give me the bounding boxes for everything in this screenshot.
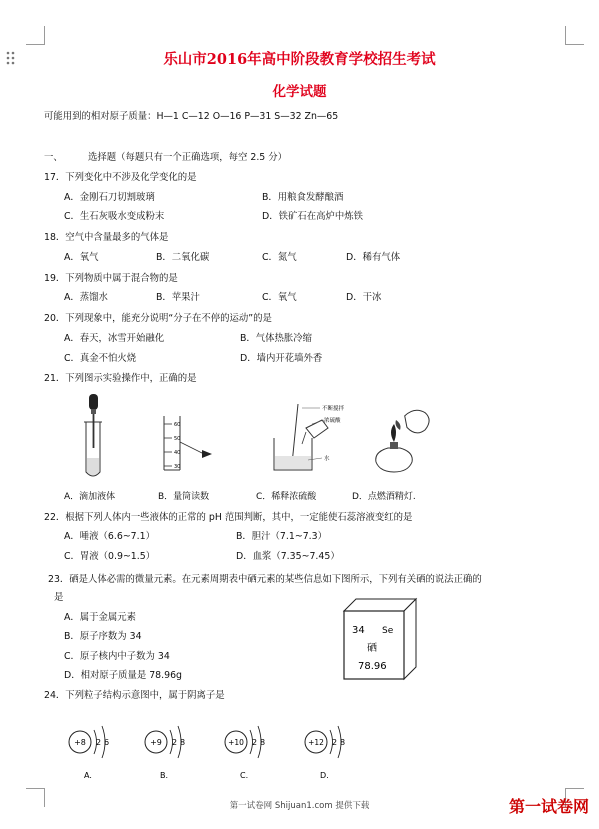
q22-option-c: C．胃液（0.9~1.5）: [64, 551, 156, 562]
q17-option-c: C．生石灰吸水变成粉末: [64, 211, 165, 222]
cylinder-tick-50: 50: [174, 436, 181, 442]
cylinder-tick-60: 60: [174, 422, 181, 428]
brand-watermark: 第一试卷网: [508, 797, 589, 816]
atom-b-nucleus: +9: [150, 738, 162, 747]
atom-c-shell-2: 8: [260, 738, 266, 747]
cylinder-tick-30: 30: [174, 464, 181, 470]
q23-option-c: C．原子核内中子数为 34: [64, 651, 170, 662]
atom-b-shell-2: 8: [180, 738, 186, 747]
q17-stem: 17．下列变化中不涉及化学变化的是: [44, 172, 197, 183]
figure-dropping-liquid: [72, 392, 122, 482]
q23-stem: 23．硒是人体必需的微量元素。在元素周期表中硒元素的某些信息如下图所示，下列有关硒的说法正确的: [48, 574, 482, 585]
element-cube-selenium: [340, 597, 420, 681]
atom-a-shell-2: 6: [104, 738, 110, 747]
q20-stem: 20．下列现象中，能充分说明“分子在不停的运动”的是: [44, 313, 272, 324]
q22-option-a: A．唾液（6.6~7.1）: [64, 531, 155, 542]
q19-stem: 19．下列物质中属于混合物的是: [44, 273, 178, 284]
atom-b-shell-1: 2: [172, 738, 178, 747]
figure-cylinder-reading: [150, 414, 220, 474]
atom-d-nucleus: +12: [308, 738, 324, 747]
q18-option-d: D．稀有气体: [346, 252, 401, 263]
label-stir: 不断搅拌: [322, 406, 345, 412]
atom-c-nucleus: +10: [228, 738, 244, 747]
q20-option-c: C．真金不怕火烧: [64, 353, 137, 364]
element-name: 硒: [367, 643, 377, 654]
q20-option-b: B．气体热胀冷缩: [240, 333, 313, 344]
q19-option-b: B．苹果汁: [156, 292, 200, 303]
page-footer: 第一试卷网 Shijuan1.com 提供下载: [229, 801, 370, 811]
q23-stem-cont: 是: [54, 592, 64, 603]
atom-a-label: A.: [84, 771, 92, 780]
q22-stem: 22．根据下列人体内一些液体的正常的 pH 范围判断，其中，一定能使石蕊溶液变红的是: [44, 512, 413, 523]
crop-mark-top-right: [565, 26, 584, 45]
q22-option-b: B．胆汁（7.1~7.3）: [236, 531, 327, 542]
section-number: 一、: [44, 152, 63, 163]
label-conc-acid: 浓硫酸: [324, 418, 341, 424]
q19-option-a: A．蒸馏水: [64, 292, 108, 303]
atom-a: [69, 726, 109, 780]
q21-option-a: A．滴加液体: [64, 492, 116, 502]
atom-c-label: C.: [240, 771, 249, 780]
atom-d-shell-1: 2: [332, 738, 338, 747]
atom-d-label: D.: [320, 771, 329, 780]
label-water: 水: [324, 456, 330, 462]
atom-structure-diagrams: [60, 720, 380, 782]
q18-stem: 18．空气中含量最多的气体是: [44, 232, 169, 243]
element-mass: 78.96: [358, 661, 387, 672]
q18-option-a: A．氧气: [64, 252, 99, 263]
figure-diluting-acid: [262, 398, 354, 478]
atom-c: [225, 726, 265, 780]
element-atomic-number: 34: [352, 625, 365, 636]
q20-option-a: A．春天，冰雪开始融化: [64, 333, 165, 344]
q23-option-a: A．属于金属元素: [64, 612, 137, 623]
q19-option-c: C．氧气: [262, 292, 297, 303]
crop-mark-top-left: [26, 26, 45, 45]
atomic-masses: 可能用到的相对原子质量：H—1 C—12 O—16 P—31 S—32 Zn—65: [44, 111, 339, 122]
q21-option-d: D．点燃酒精灯.: [352, 492, 416, 502]
q20-option-d: D．墙内开花墙外香: [240, 353, 323, 364]
q19-option-d: D．干冰: [346, 292, 382, 303]
q17-option-a: A．金刚石刀切割玻璃: [64, 192, 155, 203]
atom-a-nucleus: +8: [74, 738, 86, 747]
q17-option-d: D．铁矿石在高炉中炼铁: [262, 211, 363, 222]
exam-subtitle: 化学试题: [272, 84, 327, 100]
q23-option-b: B．原子序数为 34: [64, 631, 142, 642]
q21-option-c: C．稀释浓硫酸: [256, 492, 317, 502]
q22-option-d: D．血浆（7.35~7.45）: [236, 551, 340, 562]
q21-stem: 21．下列图示实验操作中，正确的是: [44, 373, 197, 384]
atom-a-shell-1: 2: [96, 738, 102, 747]
q17-option-b: B．用粮食发酵酿酒: [262, 192, 344, 203]
figure-lighting-lamp: [364, 398, 436, 478]
q23-option-d: D．相对原子质量是 78.96g: [64, 670, 182, 681]
section-label: 选择题（每题只有一个正确选项，每空 2.5 分）: [88, 152, 287, 163]
q21-option-b: B．量筒读数: [158, 492, 210, 502]
cylinder-tick-40: 40: [174, 450, 181, 456]
atom-c-shell-1: 2: [252, 738, 258, 747]
atom-d-shell-2: 8: [340, 738, 346, 747]
q18-option-c: C．氮气: [262, 252, 297, 263]
element-symbol: Se: [382, 626, 394, 636]
atom-b: [145, 726, 185, 780]
q18-option-b: B．二氧化碳: [156, 252, 210, 263]
exam-title: 乐山市2016年高中阶段教育学校招生考试: [163, 51, 436, 68]
atom-d: [305, 726, 345, 780]
q24-stem: 24．下列粒子结构示意图中，属于阴离子是: [44, 690, 225, 701]
atom-b-label: B.: [160, 771, 169, 780]
